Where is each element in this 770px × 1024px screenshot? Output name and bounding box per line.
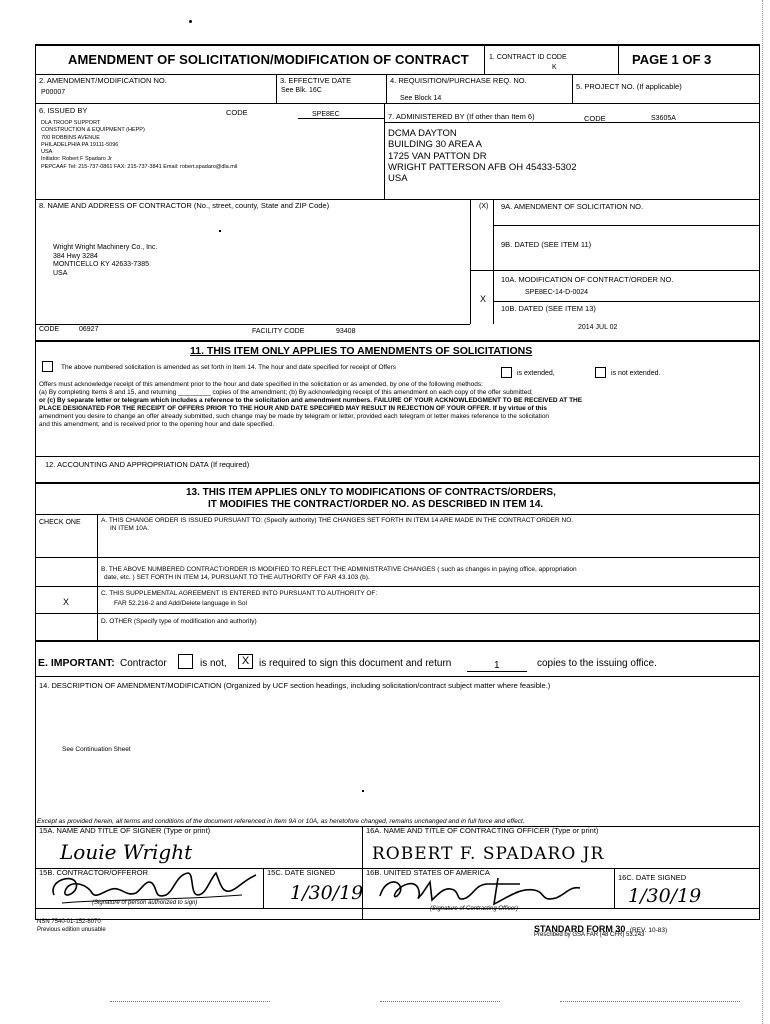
signer-16a-name: ROBERT F. SPADARO JR	[372, 844, 605, 864]
contractor-address: Wright Wright Machinery Co., Inc. 384 Hwy 3284 MONTICELLO KY 42633-7385 USA	[53, 244, 158, 277]
facility-code-label: FACILITY CODE	[252, 328, 305, 335]
scan-edge	[762, 0, 763, 1024]
amend-no-label: 2. AMENDMENT/MODIFICATION NO.	[39, 76, 167, 85]
issued-code-value: SPE8EC	[312, 111, 340, 118]
effective-date-value: See Blk. 16C	[281, 87, 322, 94]
item-13a-line2: IN ITEM 10A.	[110, 525, 150, 532]
item-13a-line1: A. THIS CHANGE ORDER IS ISSUED PURSUANT TO: (Specify authority) THE CHANGES SET FORTH IN ITEM 14 ARE MADE IN THE CONTRACT ORDER NO.	[101, 517, 574, 524]
signer-16b-label: 16B. UNITED STATES OF AMERICA	[366, 868, 490, 877]
signer-16b-caption: (Signature of Contracting Officer)	[430, 906, 519, 912]
requisition-label: 4. REQUISITION/PURCHASE REQ. NO.	[390, 76, 527, 85]
contractor-label: 8. NAME AND ADDRESS OF CONTRACTOR (No., street, county, State and ZIP Code)	[39, 201, 330, 210]
item-13d-line1: D. OTHER (Specify type of modification and authority)	[101, 618, 257, 625]
item-11-title: 11. THIS ITEM ONLY APPLIES TO AMENDMENTS OF SOLICITATIONS	[190, 345, 533, 357]
item-13-title: 13. THIS ITEM APPLIES ONLY TO MODIFICATIONS OF CONTRACTS/ORDERS, IT MODIFIES THE CONTRACT/ORDER NO. AS DESCRIBED IN ITEM 14.	[186, 487, 556, 510]
contractor-code-label: CODE	[39, 326, 60, 333]
box-9a-label: 9A. AMENDMENT OF SOLICITATION NO.	[501, 202, 644, 211]
important-label: E. IMPORTANT:	[38, 657, 115, 669]
administered-by-label: 7. ADMINISTERED BY (If other than Item 6)	[388, 112, 535, 121]
copies-count: 1	[494, 660, 500, 671]
signer-15a-label: 15A. NAME AND TITLE OF SIGNER (Type or print)	[39, 826, 211, 835]
item-11-line1: The above numbered solicitation is amended as set forth in Item 14. The hour and date specified for receipt of Offers	[61, 364, 397, 371]
important-contractor: Contractor	[120, 658, 167, 669]
box-10a-value: SPE8EC-14-D-0024	[525, 289, 589, 296]
item-13c-check: X	[63, 597, 70, 607]
stray-dot	[362, 790, 364, 792]
page-number: PAGE 1 OF 3	[632, 52, 712, 67]
important-copies-text: copies to the issuing office.	[537, 658, 657, 669]
issued-by-address: DLA TROOP SUPPORT CONSTRUCTION & EQUIPMENT (HEPP) 700 ROBBINS AVENUE PHILADELPHIA PA 19111-5096 USA Initiator: Robert F Spadaro Jr PEPCAAF Tel: 215-737-0861 FAX: 215-737-3841 Email: robert.spadaro@dla.mil	[41, 120, 238, 170]
project-no-label: 5. PROJECT NO. (If applicable)	[576, 82, 682, 91]
amend-no-value: P00007	[41, 89, 66, 96]
solicitation-amend-checkbox[interactable]	[42, 361, 53, 372]
box-10b-label: 10B. DATED (SEE ITEM 13)	[501, 304, 596, 313]
box-10b-value: 2014 JUL 02	[578, 324, 618, 331]
scan-noise	[380, 1001, 500, 1002]
issued-code-label: CODE	[226, 108, 248, 117]
effective-date-label: 3. EFFECTIVE DATE	[280, 76, 352, 85]
admin-code-value: S3605A	[651, 115, 676, 122]
item-13b-line1: B. THE ABOVE NUMBERED CONTRACT/ORDER IS MODIFIED TO REFLECT THE ADMINISTRATIVE CHANGES ( such as changes in paying office, appropriation	[101, 566, 577, 573]
nsn-number: NSN 7540-01-152-8070	[37, 919, 101, 925]
x-column-header: (X)	[479, 203, 489, 210]
scan-noise	[110, 1001, 270, 1002]
date-15c-value: 1/30/19	[290, 882, 364, 904]
prescribed-by: Prescribed by GSA FAR (48 CFR) 53.243	[534, 932, 645, 938]
item-13b-line2: date, etc. ) SET FORTH IN ITEM 14, PURSUANT TO THE AUTHORITY OF FAR 43.103 (b).	[104, 574, 370, 581]
is-not-checkbox[interactable]	[178, 654, 193, 669]
form-title: AMENDMENT OF SOLICITATION/MODIFICATION OF CONTRACT	[68, 52, 469, 67]
date-15c-label: 15C. DATE SIGNED	[267, 868, 336, 877]
issued-by-label: 6. ISSUED BY	[39, 106, 88, 115]
contractor-code-value: 06927	[79, 326, 99, 333]
previous-edition: Previous edition unusable	[37, 927, 106, 933]
contracting-officer-signature	[370, 872, 610, 908]
stray-dot	[219, 230, 221, 232]
signer-15b-caption: (Signature of person authorized to sign)	[92, 900, 198, 906]
contract-id-label: 1. CONTRACT ID CODE	[489, 54, 567, 61]
contract-id-value: K	[552, 64, 557, 71]
important-is-not: is not,	[200, 658, 227, 669]
item-14-label: 14. DESCRIPTION OF AMENDMENT/MODIFICATION (Organized by UCF section headings, including solicitation/contract subject matter where feasible.)	[39, 681, 551, 690]
stray-dot	[189, 20, 192, 23]
item-13c-line1: C. THIS SUPPLEMENTAL AGREEMENT IS ENTERED INTO PURSUANT TO AUTHORITY OF:	[101, 590, 378, 597]
facility-code-value: 93408	[336, 328, 356, 335]
requisition-value: See Block 14	[400, 95, 442, 102]
not-extended-checkbox[interactable]	[595, 367, 606, 378]
is-required-checkbox[interactable]: X	[238, 654, 253, 669]
box-9b-label: 9B. DATED (SEE ITEM 11)	[501, 240, 592, 249]
standard-form-title: STANDARD FORM 30 (REV. 10-83)	[534, 924, 668, 934]
check-one-label: CHECK ONE	[39, 519, 81, 526]
box-10a-label: 10A. MODIFICATION OF CONTRACT/ORDER NO.	[501, 275, 674, 284]
signer-15b-label: 15B. CONTRACTOR/OFFEROR	[39, 868, 149, 877]
item-14-body: See Continuation Sheet	[62, 746, 131, 753]
extended-label: is extended,	[517, 370, 555, 377]
extended-checkbox[interactable]	[501, 367, 512, 378]
signer-15a-name: Louie Wright	[60, 840, 193, 864]
administered-by-address: DCMA DAYTON BUILDING 30 AREA A 1725 VAN PATTON DR WRIGHT PATTERSON AFB OH 45433-5302 USA	[388, 128, 577, 185]
item-11-instructions: Offers must acknowledge receipt of this amendment prior to the hour and date specified in the solicitation or as amended, by one of the following methods: (a) By completing Items 8 and 15, and returning _________ copies of the amendment; (b) By acknowledging receipt of this amendment on each copy of the offer submitted; or (c) By separate letter or telegram which includes a reference to the solicitation and amendment numbers. FAILURE OF YOUR ACKNOWLEDGMENT TO BE RECEIVED AT THE PLACE DESIGNATED FOR THE RECEIPT OF OFFERS PRIOR TO THE HOUR AND DATE SPECIFIED MAY RESULT IN REJECTION OF YOUR OFFER. If by virtue of this amendment you desire to change an offer already submitted, such change may be made by telegram or letter, provided each telegram or letter makes reference to the solicitation and this amendment, and is received prior to the opening hour and date specified.	[39, 381, 583, 428]
signer-16a-label: 16A. NAME AND TITLE OF CONTRACTING OFFICER (Type or print)	[366, 826, 599, 835]
date-16c-label: 16C. DATE SIGNED	[618, 873, 687, 882]
item-13c-line2: FAR 52.216-2 and Add/Delete language in Sol	[114, 600, 247, 607]
important-required: is required to sign this document and return	[259, 658, 452, 669]
scan-noise	[560, 1001, 740, 1002]
box-10a-check: X	[480, 294, 487, 304]
item-12-label: 12. ACCOUNTING AND APPROPRIATION DATA (If required)	[45, 460, 250, 469]
admin-code-label: CODE	[584, 114, 606, 123]
date-16c-value: 1/30/19	[628, 885, 702, 907]
except-note: Except as provided herein, all terms and conditions of the document referenced in Item 9A or 10A, as heretofore changed, remains unchanged and in full force and effect.	[37, 818, 525, 825]
not-extended-label: is not extended.	[611, 370, 661, 377]
